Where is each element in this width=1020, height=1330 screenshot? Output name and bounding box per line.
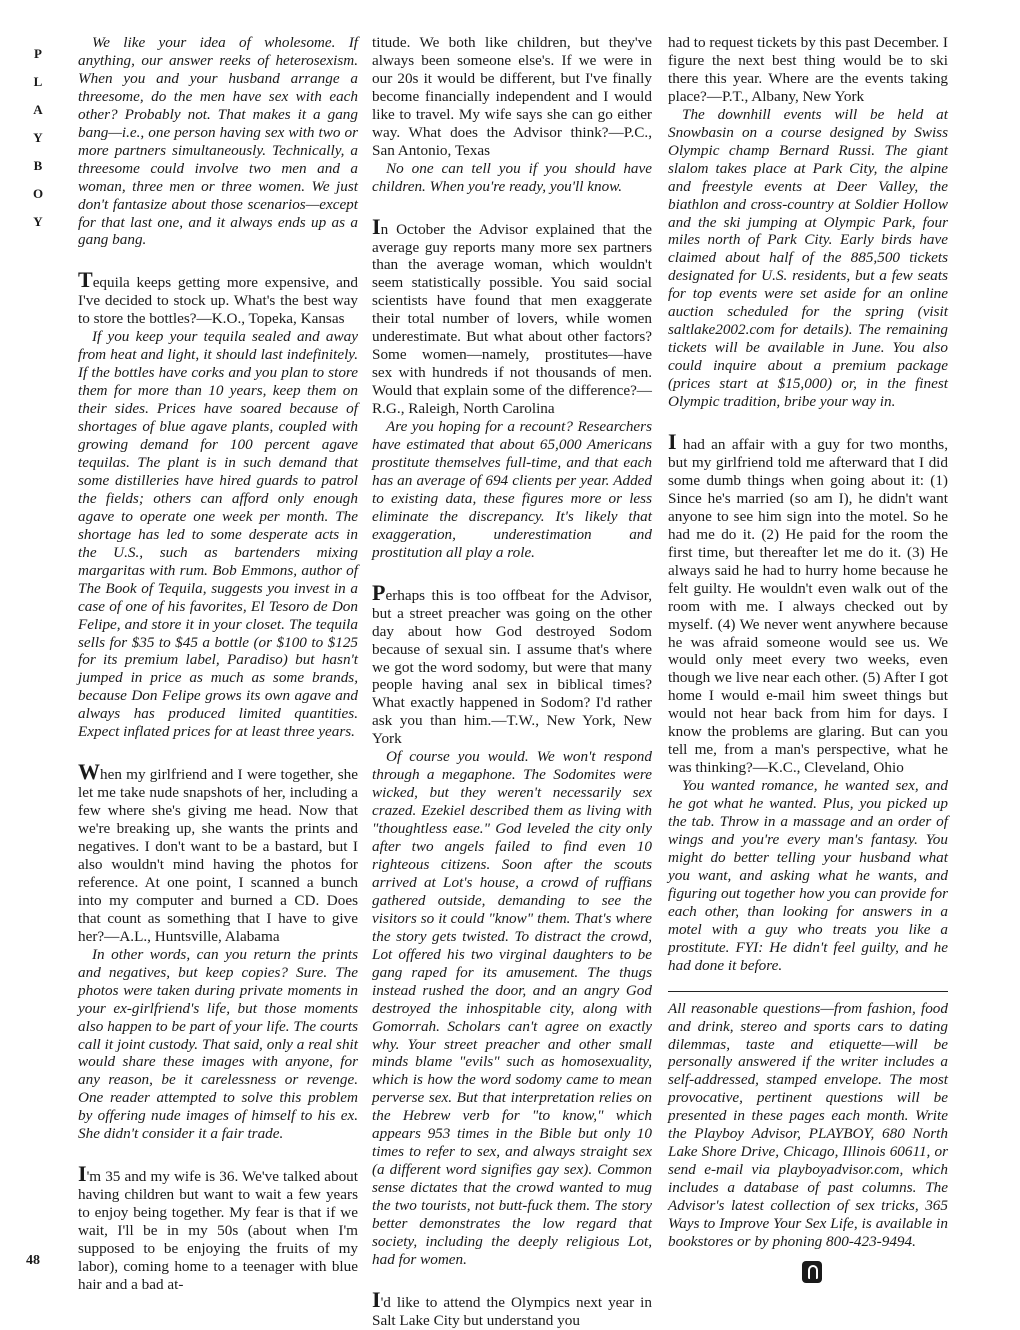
divider: [668, 991, 948, 992]
question-text: had an affair with a guy for two months, but my girlfriend told me afterward that I did some dumb things when going about it: (1) Since he's married (so am I), he didn't want anyone to see him sign into the motel. So he had me do it. (2) He paid for the room the first time, but thereafter let me do it. (3) He always said he had to hurry home because he felt guilty. He wouldn't even walk out of the room with me. I always checked out by myself. (4) We never went anywhere because he was afraid someone would see us. We would only meet every two weeks, even though we live near each other. (5) After I got home I would e-mail him sweet things but would not hear back from him for days. I know the problems are glaring. But can you tell me, from a man's perspective, what he was thinking?—K.C., Cleveland, Ohio: [668, 436, 948, 777]
advisor-answer: Of course you would. We won't respond through a megaphone. The Sodomites were wicked, but they weren't necessarily sex crazed. Ezekiel described them as living with "thoughtless ease." God leveled the city only after two angels failed to find even 10 righteous citizens. Soon after the scouts arrived at Lot's house, a crowd of ruffians gathered outside, demanding to see the visitors so it could "know" them. That's where the story gets twisted. To distract the crowd, Lot offered his two virginal daughters to be gang raped for its amusement. The thugs instead rushed the door, and an angry God destroyed the inhospitable city, along with Gomorrah. Scholars can't agree on exactly why. Your street preacher and other small minds blame "evils" such as homosexuality, which is how the word sodomy came to mean perverse sex. But that interpretation relies on the Hebrew verb for "to know," which appears 953 times in the Bible but only 10 times to refer to sex, and always straight sex (a different word signifies gay sex). Common sense dictates that the crowd wanted to mug the two tourists, not butt-fuck them. The story better demonstrates the low regard that society, including the deeply religious Lot, had for women.: [372, 748, 652, 1268]
reader-question: [372, 1286, 652, 1330]
advisor-answer: In other words, can you return the prints and negatives, but keep copies? Sure. The photos were taken during private moments in your ex-girlfriend's life, but those moments also happen to be part of your life. The courts call it joint custody. That said, only a real shit would share these images with anyone, for any reason, be it carelessness or revenge. One reader attempted to solve this problem by offering nude images of himself to his ex. She didn't consider it a fair trade.: [78, 945, 358, 1143]
advisor-answer: The downhill events will be held at Snowbasin on a course designed by Swiss Olympic champ Bernard Russi. The giant slalom takes place at Park City, the alpine and freestyle events at Deer Valley, the biathlon and cross-country at Soldier Hollow and the ski jumping at Olympic Park, four miles north of Park City. Early birds have claimed about half of the 885,500 tickets designated for U.S. residents, but a few seats for top events were set aside for an online auction scheduled for the spring (visit saltlake2002.com for details). The remaining tickets will be available in June. You also could inquire about a premium package (prices start at $15,000) or, in the finest Olympic tradition, bribe your way in.: [668, 105, 948, 411]
question-text: had to request tickets by this past December. I figure the next best thing would be to ski there this year. Where are the events taking place?—P.T., Albany, New York: [668, 34, 948, 105]
column-1: [78, 34, 358, 1294]
paragraph-gap: [78, 741, 358, 763]
question-text: titude. We both like children, but they've always been someone else's. If we were in our 20s it would be different, but I've finally become financially independent and I would like to travel. My wife says she can go either way. What does the Advisor think?—P.C., San Antonio, Texas: [372, 34, 652, 159]
question-text: 'd like to attend the Olympics next year in Salt Lake City but understand you: [372, 1293, 652, 1329]
bunny-logo-icon: [802, 1261, 822, 1283]
paragraph-gap: [372, 1269, 652, 1291]
advisor-answer: No one can tell you if you should have children. When you're ready, you'll know.: [372, 159, 652, 195]
reader-question: [78, 1161, 358, 1294]
question-text: equila keeps getting more expensive, and I've decided to stock up. What's the best way to store the bottles?—K.O., Topeka, Kansas: [78, 274, 358, 328]
drop-cap: P: [372, 579, 386, 605]
side-letter: P: [34, 46, 42, 61]
reader-question: [78, 759, 358, 946]
advisor-answer: Are you hoping for a recount? Researchers have estimated that about 65,000 Americans prostitute themselves full-time, and that each has an average of 694 clients per year. Added to existing data, these figures more or less eliminate the discrepancy. It's likely that exaggeration, underestimation and prostitution all play a role.: [372, 418, 652, 561]
paragraph-gap: [372, 196, 652, 218]
question-text: 'm 35 and my wife is 36. We've talked about having children but want to wait a few years to enjoy being together. My fear is that if we wait, I'll be in my 50s (about when I'm supposed to be enjoying the fruits of my labor), coming home to a teenager with blue hair and a bad at-: [78, 1168, 358, 1293]
reader-question: [372, 34, 652, 160]
column-3: [668, 34, 948, 1283]
column-2: [372, 34, 652, 1330]
reader-question: [668, 34, 948, 106]
page-number: 48: [26, 1253, 40, 1268]
advisor-answer: If you keep your tequila sealed and away from heat and light, it should last indefinitely. If the bottles have corks and you plan to store them for more than 10 years, keep them on their sides. Prices have soared because of shortages of blue agave plants, coupled with growing demand for 100 percent agave tequilas. The plant is in such demand that some distilleries have hired guards to patrol the fields; others can afford only enough agave to operate one week per month. The shortage has led to some desperate acts in the U.S., such as bartenders mixing margaritas with rum. Bob Emmons, author of The Book of Tequila, suggests you invest in a case of one of his favorites, El Tesoro de Don Felipe, and store it in your closet. The tequila sells for $35 to $45 a bottle (or $100 to $125 for its premium label, Paradiso) but hasn't jumped in price as much as some brands, because Don Felipe grows its own agave and always has produced limited quantities. Expect inflated prices for at least three years.: [78, 328, 358, 741]
advisor-answer: We like your idea of wholesome. If anything, our answer reeks of heterosexism. When you and your husband arrange a threesome, do the men have sex with each other? Probably not. That makes it a gang bang—i.e., one person having sex with two or more partners simultaneously. Technically, a threesome could involve two men and a woman, three men or three women. We just don't fantasize about those scenarios—except for that last one, and it always ends up as a gang bang.: [78, 34, 358, 249]
paragraph-gap: [78, 1143, 358, 1165]
reader-question: [78, 267, 358, 328]
reader-question: [372, 213, 652, 418]
paragraph-gap: [78, 249, 358, 271]
drop-cap: T: [78, 267, 93, 293]
advisor-answer: You wanted romance, he wanted sex, and he got what he wanted. Plus, you picked up the tab. Throw in a massage and an order of wings and you're every man's fantasy. You might do better telling your husband what you want, and asking what he wants, and figuring out together how you can provide for each other, than looking for answers in a motel with a guy who treats you like a prostitute. FYI: He didn't feel guilty, and he had done it before.: [668, 777, 948, 974]
drop-cap: I: [78, 1161, 87, 1187]
drop-cap: I: [372, 213, 381, 239]
drop-cap: W: [78, 759, 100, 785]
reader-question: [668, 429, 948, 777]
reader-question: [372, 579, 652, 749]
side-letter: O: [32, 186, 44, 201]
side-letter: L: [33, 74, 43, 89]
side-letter: Y: [33, 130, 43, 145]
drop-cap: I: [372, 1286, 381, 1312]
question-text: hen my girlfriend and I were together, she let me take nude snapshots of her, including a few where she's giving me head. Now that we're breaking up, she wants the prints and negatives. I don't want to be a bastard, but I also wouldn't mind having the photos for reference. At one point, I scanned a bunch into my computer and burned a CD. Does that count as something that I have to give her?—A.L., Huntsville, Alabama: [78, 766, 358, 945]
side-letter: A: [33, 102, 43, 117]
question-text: erhaps this is too offbeat for the Advisor, but a street preacher was going on the other day about how God destroyed Sodom because of sexual sin. I assume that's where we got the word sodomy, but were that many people having anal sex in biblical times? What exactly happened in Sodom? I'd rather ask you than him.—T.W., New York, New York: [372, 586, 652, 748]
logo-container: [668, 1261, 948, 1283]
side-letter: B: [33, 158, 43, 173]
paragraph-gap: [372, 562, 652, 584]
side-magazine-label: [18, 40, 58, 236]
question-text: n October the Advisor explained that the average guy reports many more sex partners than the average woman, which wouldn't seem statistically possible. You said social scientists have found that men exaggerate their total number of lovers, while women underestimate. But what about other factors? Some women—namely, prostitutes—have sex with hundreds if not thousands of men. Would that explain some of the difference?—R.G., Raleigh, North Carolina: [372, 220, 652, 418]
submission-note: All reasonable questions—from fashion, food and drink, stereo and sports cars to dating dilemmas, taste and etiquette—will be personally answered if the writer includes a self-addressed, stamped envelope. The most provocative, pertinent questions will be presented in these pages each month. Write the Playboy Advisor, PLAYBOY, 680 North Lake Shore Drive, Chicago, Illinois 60611, or send e-mail via playboyadvisor.com, which includes a database of past columns. The Advisor's latest collection of sex tricks, 365 Ways to Improve Your Sex Life, is available in bookstores or by phoning 800-423-9494.: [668, 999, 948, 1250]
paragraph-gap: [668, 411, 948, 433]
drop-cap: I: [668, 429, 677, 455]
side-letter: Y: [33, 214, 43, 229]
